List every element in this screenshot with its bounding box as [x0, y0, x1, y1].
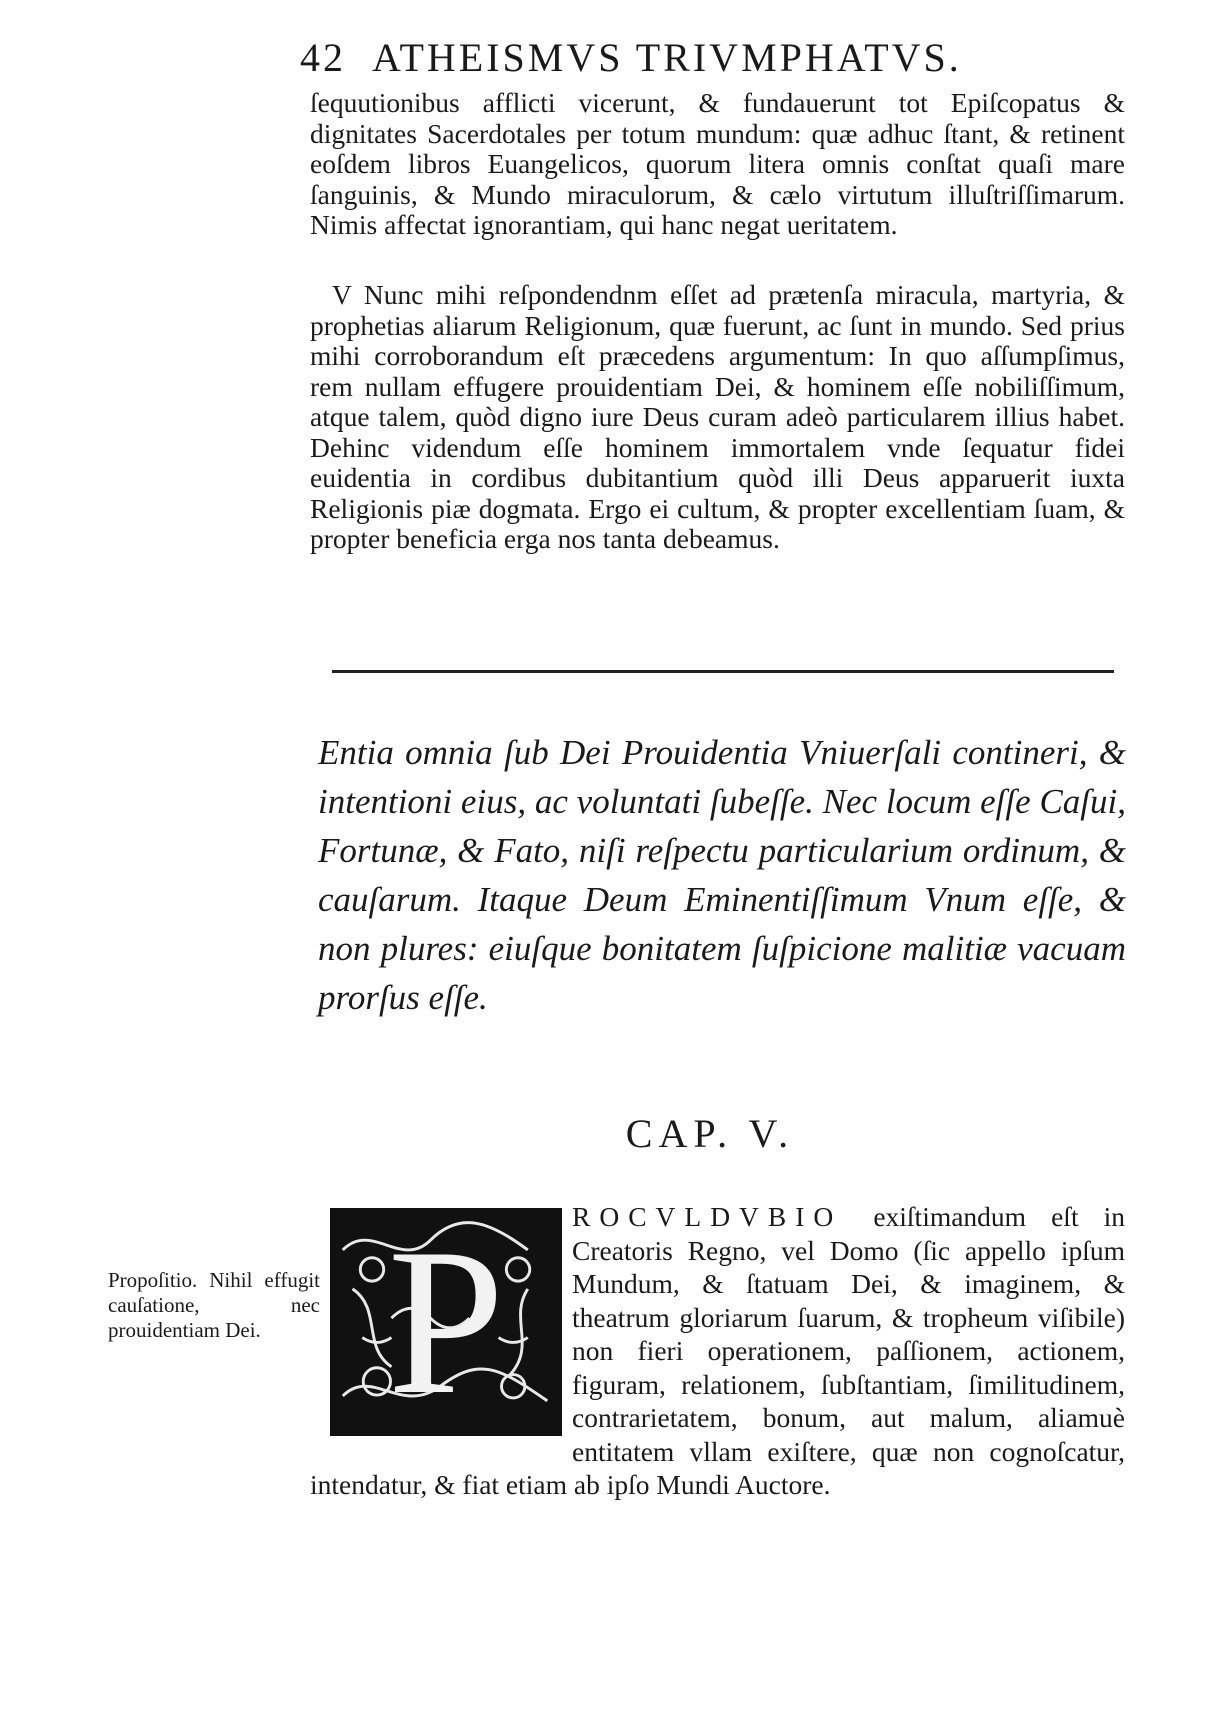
- marginal-note: Propoſitio. Nihil effugit cauſatione, nec prouidentiam Dei.: [108, 1268, 320, 1342]
- running-head: [300, 34, 1080, 81]
- chapter-body: exiſtimandum eſt in Creatoris Regno, vel Domo (ſic appello ipſum Mundum, & ſtatuam Dei, & imaginem, & theatrum gloriarum ſuarum, & tropheum viſibile) non fieri operationem, paſſionem, actionem, figuram, relationem, ſubſtantiam, ſimilitudinem, contrarietatem, bonum, aut malum, aliamuè entitatem vllam exiſtere, quæ non cognoſcatur, intendatur, & fiat etiam ab ipſo Mundi Auctore.: [310, 1201, 1125, 1500]
- chapter-summary: Entia omnia ſub Dei Prouidentia Vniuerſali contineri, & intentioni eius, ac voluntati ſubeſſe. Nec locum eſſe Caſui, Fortunæ, & Fato, niſi reſpectu particularium ordinum, & cauſarum. Itaque Deum Eminentiſſimum Vnum eſſe, & non plures: eiuſque bonitatem ſuſpicione malitiæ vacuam prorſus eſſe.: [318, 733, 1126, 1017]
- decorated-initial: [330, 1208, 562, 1436]
- page-number: 42: [300, 35, 346, 80]
- paragraph-continued: ſequutionibus afflicti vicerunt, & fundauerunt tot Epiſcopatus & dignitates Sacerdotales per totum mundum: quæ adhuc ſtant, & retinent eoſdem libros Euangelicos, quorum litera omnis conſtat quaſi mare ſanguinis, & Mundo miraculorum, & cælo virtutum illuſtriſſimarum. Nimis affectat ignorantiam, qui hanc negat ueritatem.: [310, 87, 1125, 240]
- running-title: ATHEISMVS TRIVMPHATVS.: [372, 35, 962, 80]
- opening-capitals: ROCVLDVBIO: [572, 1201, 843, 1232]
- chapter-heading: CAP. V.: [625, 1111, 795, 1156]
- section-divider-rule: [332, 670, 1114, 673]
- paragraph-section-v: V Nunc mihi reſpondendnm eſſet ad prætenſa miracula, martyria, & prophetias aliarum Religionum, quæ fuerunt, ac ſunt in mundo. Sed prius mihi corroborandum eſt præcedens argumentum: In quo aſſumpſimus, rem nullam effugere prouidentiam Dei, & hominem eſſe nobiliſſimum, atque talem, quòd digno iure Deus curam adeò particularem illius habet. Dehinc videndum eſſe hominem immortalem vnde ſequatur fidei euidentia in cordibus dubitantium quòd illi Deus apparuerit iuxta Religionis piæ dogmata. Ergo ei cultum, & propter excellentiam ſuam, & propter beneficia erga nos tanta debeamus.: [310, 279, 1125, 554]
- drop-cap-letter: P: [387, 1206, 505, 1438]
